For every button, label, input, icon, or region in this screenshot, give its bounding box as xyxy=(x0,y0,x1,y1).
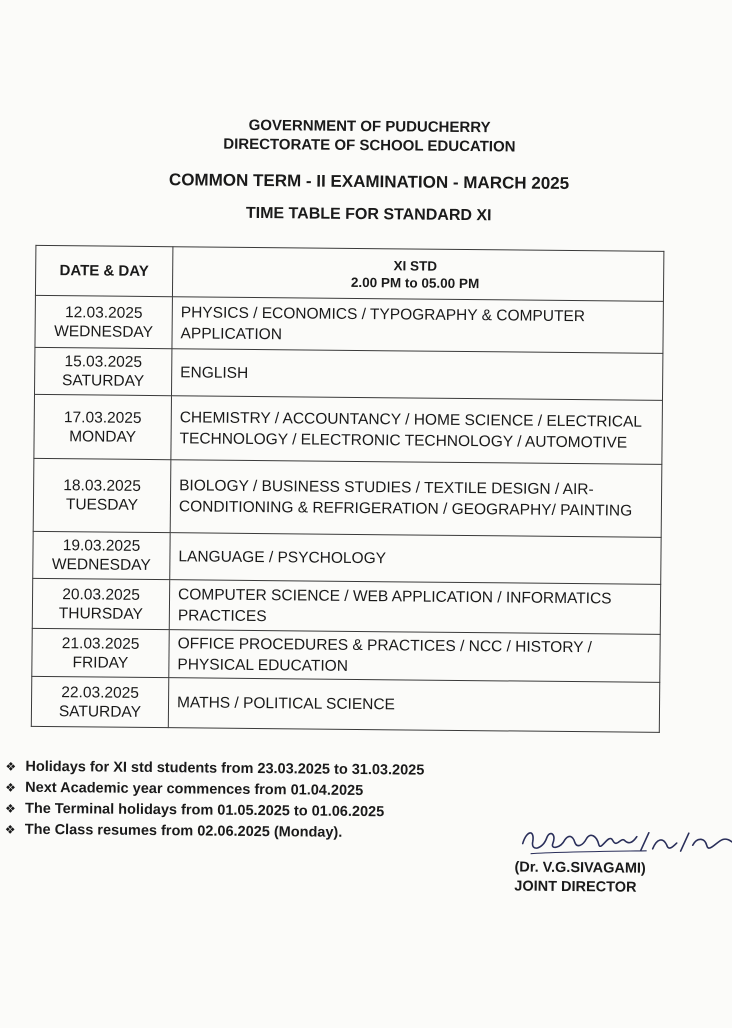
note-text: Holidays for XI std students from 23.03.2025 to 31.03.2025 xyxy=(25,758,425,779)
exam-title: COMMON TERM - II EXAMINATION - MARCH 2025 xyxy=(168,170,570,193)
date: 22.03.2025 xyxy=(61,683,140,702)
subjects-cell: COMPUTER SCIENCE / WEB APPLICATION / INFORMATICS PRACTICES xyxy=(169,580,660,635)
day: MONDAY xyxy=(69,427,137,446)
day: WEDNESDAY xyxy=(51,556,151,574)
date-cell xyxy=(33,531,170,579)
date: 19.03.2025 xyxy=(62,537,141,555)
date: 17.03.2025 xyxy=(63,408,142,427)
subjects-cell: CHEMISTRY / ACCOUNTANCY / HOME SCIENCE / ELECTRICAL TECHNOLOGY / ELECTRONIC TECHNOLOGY / AUTOMOTIVE xyxy=(171,396,663,465)
header-directorate: DIRECTORATE OF SCHOOL EDUCATION xyxy=(223,135,516,156)
date: 15.03.2025 xyxy=(64,353,143,371)
subjects-cell: BIOLOGY / BUSINESS STUDIES / TEXTILE DESIGN / AIR-CONDITIONING & REFRIGERATION / GEOGRAPHY/ PAINTING xyxy=(170,460,662,538)
table-row xyxy=(34,347,662,400)
subjects-cell: OFFICE PROCEDURES & PRACTICES / NCC / HISTORY / PHYSICAL EDUCATION xyxy=(169,630,660,683)
date-cell xyxy=(32,578,169,629)
column-header-std xyxy=(172,247,663,302)
time-label: 2.00 PM to 05.00 PM xyxy=(350,274,480,291)
header-government: GOVERNMENT OF PUDUCHERRY xyxy=(248,116,491,137)
subjects-cell: LANGUAGE / PSYCHOLOGY xyxy=(170,533,661,585)
day: THURSDAY xyxy=(58,604,144,623)
date-cell xyxy=(32,628,169,677)
note-text: The Class resumes from 02.06.2025 (Monday). xyxy=(24,821,343,841)
table-header-row xyxy=(35,245,663,301)
subjects-cell: MATHS / POLITICAL SCIENCE xyxy=(168,678,659,733)
subjects-cell: ENGLISH xyxy=(171,349,662,401)
date-cell xyxy=(31,676,168,727)
signatory-designation: JOINT DIRECTOR xyxy=(514,878,637,896)
day: WEDNESDAY xyxy=(54,322,154,341)
diamond-bullet-icon: ❖ xyxy=(5,759,17,774)
timetable-table xyxy=(31,245,665,733)
day: SATURDAY xyxy=(58,702,142,721)
table-row xyxy=(35,295,663,353)
handwritten-signature xyxy=(517,822,732,864)
diamond-bullet-icon: ❖ xyxy=(4,822,16,837)
table-row xyxy=(33,458,662,537)
table-row xyxy=(33,531,661,584)
note-text: Next Academic year commences from 01.04.2025 xyxy=(25,779,364,800)
timetable-title: TIME TABLE FOR STANDARD XI xyxy=(245,204,492,225)
day: FRIDAY xyxy=(72,653,129,672)
day: SATURDAY xyxy=(61,372,145,390)
diamond-bullet-icon: ❖ xyxy=(4,801,16,816)
date: 18.03.2025 xyxy=(63,477,141,495)
date: 12.03.2025 xyxy=(64,303,143,322)
date-cell xyxy=(35,295,172,348)
list-item xyxy=(5,820,424,845)
day: TUESDAY xyxy=(65,496,139,514)
column-header-date: DATE & DAY xyxy=(35,245,172,296)
std-label: XI STD xyxy=(393,257,438,274)
table-row xyxy=(34,394,663,464)
table-row xyxy=(31,676,659,732)
subjects-cell: PHYSICS / ECONOMICS / TYPOGRAPHY & COMPUTER APPLICATION xyxy=(172,297,663,354)
signatory-block xyxy=(514,859,646,898)
date-cell xyxy=(33,458,171,532)
date: 21.03.2025 xyxy=(61,634,140,653)
diamond-bullet-icon: ❖ xyxy=(5,780,17,795)
notes-list xyxy=(5,757,425,845)
note-text: The Terminal holidays from 01.05.2025 to 01.06.2025 xyxy=(24,800,385,821)
date-cell xyxy=(34,347,171,395)
date-cell xyxy=(34,394,172,459)
table-row xyxy=(32,628,660,682)
table-row xyxy=(32,578,660,634)
signatory-name: (Dr. V.G.SIVAGAMI) xyxy=(514,859,646,877)
date: 20.03.2025 xyxy=(62,585,140,604)
